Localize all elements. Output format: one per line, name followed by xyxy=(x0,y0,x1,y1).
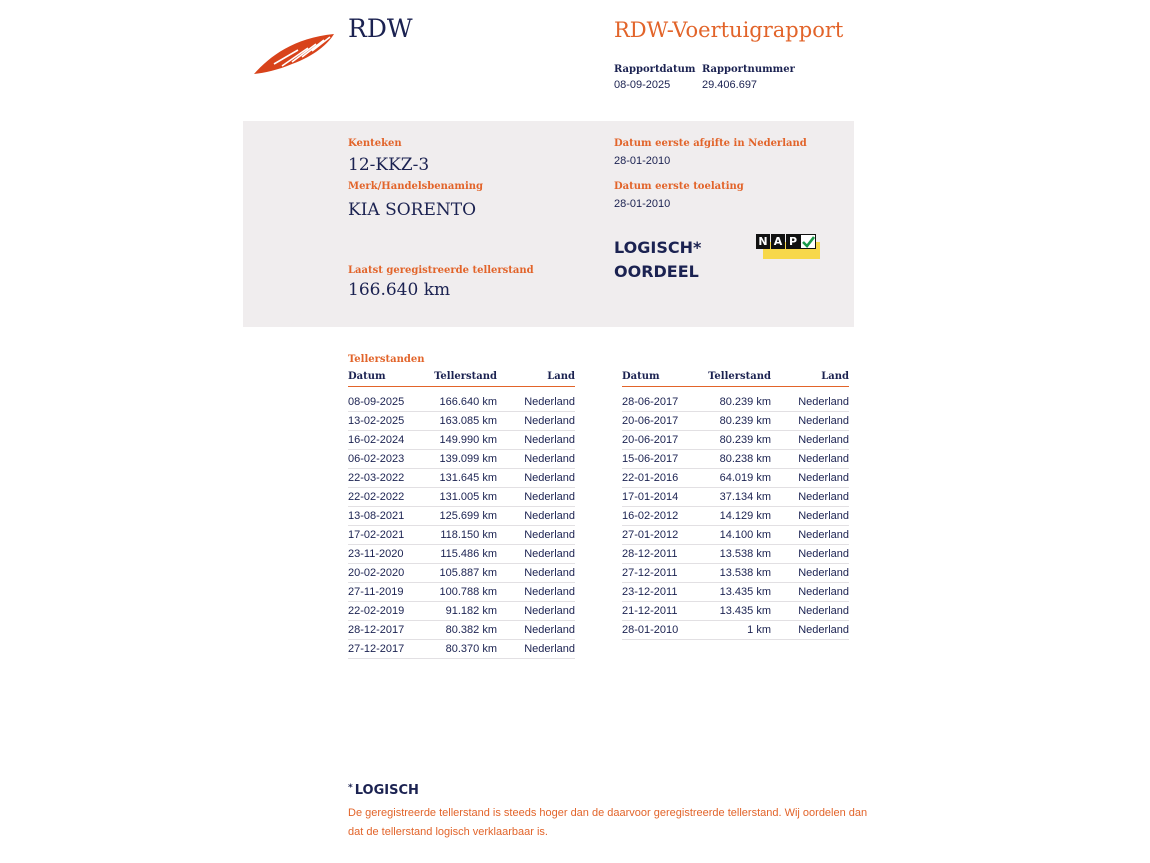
first-issue-nl-date: 28-01-2010 xyxy=(614,155,671,167)
cell-date: 20-06-2017 xyxy=(622,415,679,427)
cell-country: Nederland xyxy=(524,396,575,408)
table-row xyxy=(622,583,849,602)
cell-date: 20-02-2020 xyxy=(348,567,405,579)
table-header xyxy=(622,370,849,387)
license-plate: 12-KKZ-3 xyxy=(348,155,430,175)
cell-odometer: 13.538 km xyxy=(719,548,771,560)
table-row xyxy=(622,507,849,526)
readings-title: Tellerstanden xyxy=(348,354,425,365)
cell-country: Nederland xyxy=(798,472,849,484)
first-admission-label: Datum eerste toelating xyxy=(614,181,744,192)
report-number-label: Rapportnummer xyxy=(702,64,795,75)
cell-country: Nederland xyxy=(524,643,575,655)
cell-odometer: 14.100 km xyxy=(719,529,771,541)
table-row xyxy=(622,602,849,621)
brand-name: RDW xyxy=(348,14,413,43)
cell-country: Nederland xyxy=(798,586,849,598)
cell-odometer: 64.019 km xyxy=(719,472,771,484)
cell-country: Nederland xyxy=(798,510,849,522)
cell-date: 23-11-2020 xyxy=(348,548,404,560)
cell-date: 21-12-2011 xyxy=(622,605,678,617)
table-row xyxy=(622,450,849,469)
odometer-value: 166.640 km xyxy=(348,280,451,300)
cell-country: Nederland xyxy=(524,605,575,617)
footnote-title xyxy=(348,783,419,798)
cell-odometer: 80.382 km xyxy=(445,624,497,636)
header-date: Datum xyxy=(348,371,386,382)
cell-country: Nederland xyxy=(524,510,575,522)
cell-country: Nederland xyxy=(524,415,575,427)
readings-table-left xyxy=(348,370,575,659)
footnote-text: De geregistreerde tellerstand is steeds hoger dan de daarvoor geregistreerde tellerstand. Wij oordelen dan dat de tellerstand logisch verklaarbaar is. xyxy=(348,807,868,838)
cell-odometer: 131.645 km xyxy=(439,472,497,484)
table-row xyxy=(348,431,575,450)
cell-odometer: 13.435 km xyxy=(719,605,771,617)
cell-date: 22-02-2022 xyxy=(348,491,405,503)
cell-country: Nederland xyxy=(798,529,849,541)
readings-table-right xyxy=(622,370,849,640)
cell-country: Nederland xyxy=(798,567,849,579)
table-row xyxy=(348,583,575,602)
cell-country: Nederland xyxy=(524,491,575,503)
table-row xyxy=(348,488,575,507)
cell-odometer: 80.239 km xyxy=(719,396,771,408)
cell-date: 13-02-2025 xyxy=(348,415,405,427)
cell-country: Nederland xyxy=(524,472,575,484)
table-header xyxy=(348,370,575,387)
cell-date: 27-12-2017 xyxy=(348,643,405,655)
cell-odometer: 14.129 km xyxy=(719,510,771,522)
cell-date: 16-02-2012 xyxy=(622,510,679,522)
plate-label: Kenteken xyxy=(348,138,402,149)
cell-odometer: 115.486 km xyxy=(440,548,497,560)
footnote-marker: * xyxy=(348,783,353,793)
report-number: 29.406.697 xyxy=(702,79,758,91)
cell-date: 27-01-2012 xyxy=(622,529,679,541)
cell-date: 17-01-2014 xyxy=(622,491,679,503)
nap-letter-p: P xyxy=(786,234,800,249)
table-row xyxy=(622,526,849,545)
table-row xyxy=(348,526,575,545)
cell-odometer: 166.640 km xyxy=(439,396,497,408)
report-date: 08-09-2025 xyxy=(614,79,671,91)
cell-country: Nederland xyxy=(798,453,849,465)
table-row xyxy=(622,469,849,488)
cell-odometer: 80.370 km xyxy=(445,643,497,655)
cell-odometer: 163.085 km xyxy=(439,415,497,427)
cell-country: Nederland xyxy=(798,396,849,408)
rdw-logo-icon xyxy=(252,30,336,76)
cell-date: 22-03-2022 xyxy=(348,472,405,484)
header-country: Land xyxy=(547,371,575,382)
verdict-line-1: LOGISCH* xyxy=(614,238,702,257)
table-row xyxy=(348,602,575,621)
cell-date: 28-06-2017 xyxy=(622,396,679,408)
cell-odometer: 80.239 km xyxy=(719,434,771,446)
table-row xyxy=(348,507,575,526)
header-odometer: Tellerstand xyxy=(708,371,771,382)
cell-odometer: 80.238 km xyxy=(719,453,771,465)
table-row xyxy=(622,431,849,450)
table-row xyxy=(348,469,575,488)
cell-country: Nederland xyxy=(524,529,575,541)
cell-date: 22-01-2016 xyxy=(622,472,679,484)
cell-date: 20-06-2017 xyxy=(622,434,679,446)
first-admission-date: 28-01-2010 xyxy=(614,198,671,210)
cell-country: Nederland xyxy=(524,624,575,636)
cell-odometer: 131.005 km xyxy=(439,491,497,503)
report-date-label: Rapportdatum xyxy=(614,64,696,75)
cell-country: Nederland xyxy=(798,491,849,503)
odometer-label: Laatst geregistreerde tellerstand xyxy=(348,265,534,276)
make-label: Merk/Handelsbenaming xyxy=(348,181,484,192)
cell-country: Nederland xyxy=(798,548,849,560)
vehicle-summary-panel xyxy=(243,121,854,327)
table-row xyxy=(348,393,575,412)
verdict xyxy=(614,236,701,284)
table-row xyxy=(348,640,575,659)
verdict-line-2: OORDEEL xyxy=(614,262,699,281)
table-row xyxy=(622,412,849,431)
cell-country: Nederland xyxy=(524,567,575,579)
cell-date: 17-02-2021 xyxy=(348,529,405,541)
footnote-heading: LOGISCH xyxy=(354,783,419,798)
cell-date: 06-02-2023 xyxy=(348,453,405,465)
cell-country: Nederland xyxy=(524,434,575,446)
cell-date: 15-06-2017 xyxy=(622,453,679,465)
report-title: RDW-Voertuigrapport xyxy=(614,18,844,42)
table-row xyxy=(622,393,849,412)
header-date: Datum xyxy=(622,371,660,382)
vehicle-make: KIA SORENTO xyxy=(348,200,477,220)
nap-check-icon xyxy=(800,234,816,249)
table-row xyxy=(348,545,575,564)
cell-odometer: 80.239 km xyxy=(719,415,771,427)
table-row xyxy=(348,412,575,431)
cell-date: 13-08-2021 xyxy=(348,510,405,522)
header-odometer: Tellerstand xyxy=(434,371,497,382)
cell-odometer: 100.788 km xyxy=(439,586,497,598)
cell-country: Nederland xyxy=(524,548,575,560)
table-row xyxy=(622,488,849,507)
table-row xyxy=(348,450,575,469)
cell-country: Nederland xyxy=(798,415,849,427)
cell-country: Nederland xyxy=(798,624,849,636)
cell-country: Nederland xyxy=(524,586,575,598)
cell-date: 08-09-2025 xyxy=(348,396,405,408)
cell-odometer: 125.699 km xyxy=(439,510,497,522)
header-country: Land xyxy=(821,371,849,382)
cell-odometer: 139.099 km xyxy=(439,453,497,465)
table-row xyxy=(622,564,849,583)
cell-country: Nederland xyxy=(798,434,849,446)
cell-odometer: 105.887 km xyxy=(439,567,497,579)
nap-letter-n: N xyxy=(756,234,770,249)
table-row xyxy=(348,621,575,640)
cell-date: 27-11-2019 xyxy=(348,586,404,598)
panel-notch xyxy=(243,312,303,328)
cell-date: 28-01-2010 xyxy=(622,624,679,636)
cell-odometer: 1 km xyxy=(747,624,771,636)
nap-letter-a: A xyxy=(771,234,785,249)
cell-date: 22-02-2019 xyxy=(348,605,405,617)
cell-country: Nederland xyxy=(524,453,575,465)
cell-odometer: 13.538 km xyxy=(719,567,771,579)
cell-odometer: 91.182 km xyxy=(445,605,497,617)
cell-odometer: 13.435 km xyxy=(719,586,771,598)
nap-badge xyxy=(756,234,820,259)
first-issue-nl-label: Datum eerste afgifte in Nederland xyxy=(614,138,807,149)
cell-odometer: 118.150 km xyxy=(440,529,497,541)
cell-date: 28-12-2011 xyxy=(622,548,678,560)
cell-odometer: 149.990 km xyxy=(439,434,497,446)
cell-date: 16-02-2024 xyxy=(348,434,405,446)
table-row xyxy=(348,564,575,583)
cell-date: 23-12-2011 xyxy=(622,586,678,598)
cell-date: 27-12-2011 xyxy=(622,567,678,579)
table-row xyxy=(622,621,849,640)
table-row xyxy=(622,545,849,564)
cell-odometer: 37.134 km xyxy=(719,491,771,503)
cell-date: 28-12-2017 xyxy=(348,624,405,636)
cell-country: Nederland xyxy=(798,605,849,617)
